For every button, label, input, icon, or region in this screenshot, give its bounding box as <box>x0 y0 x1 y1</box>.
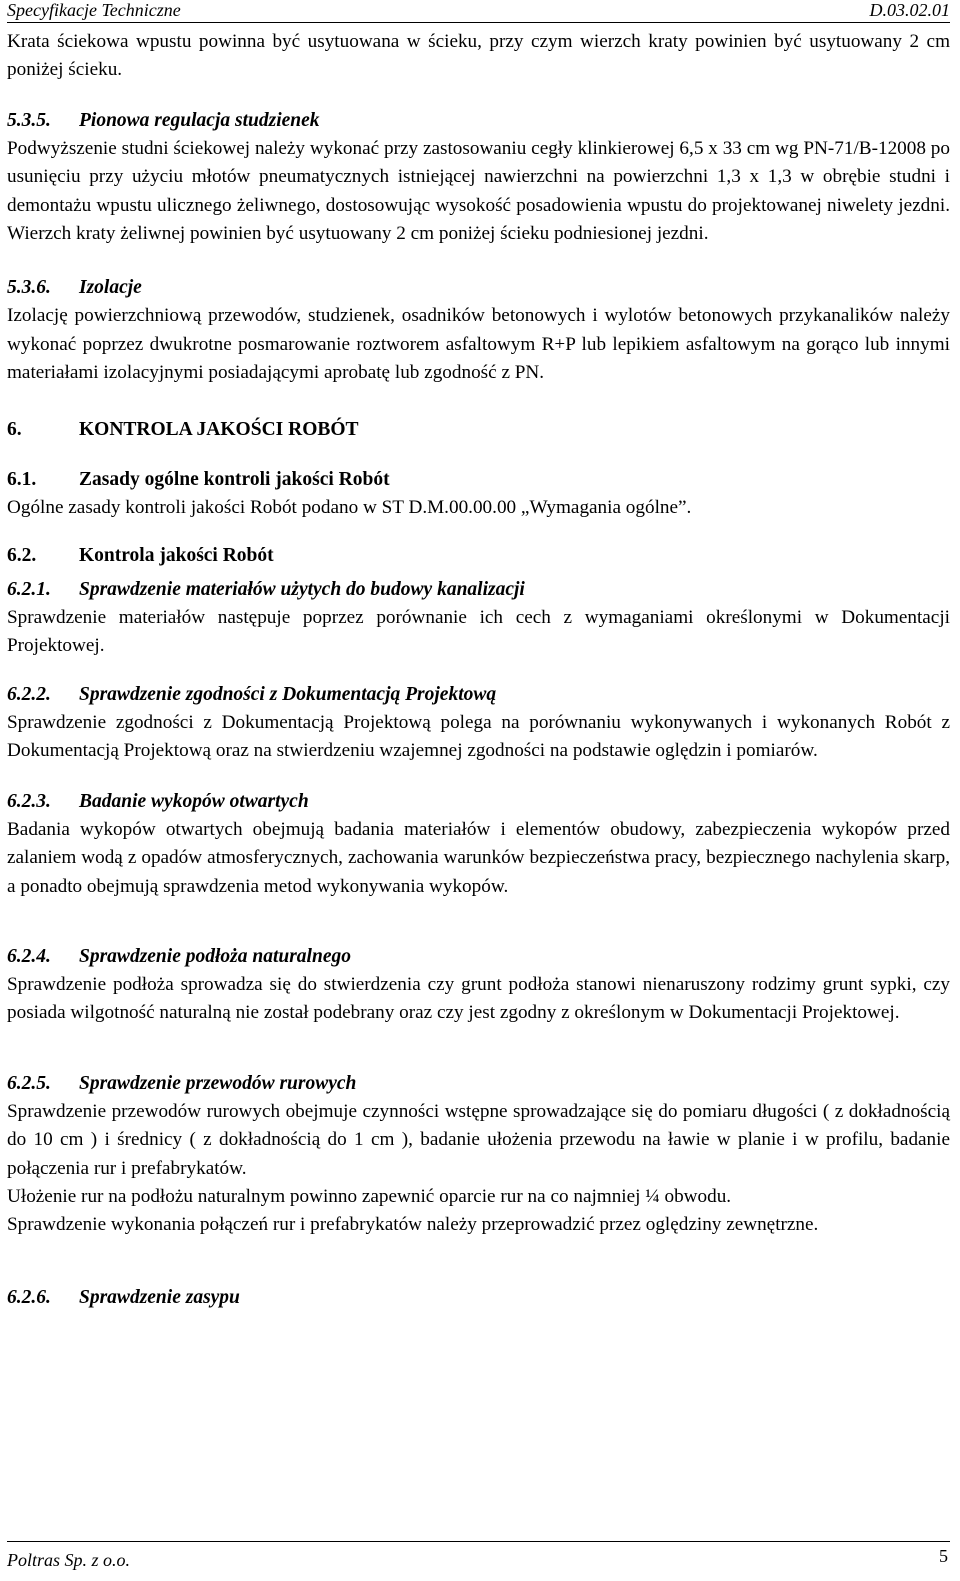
section-number: 6.2.4. <box>7 945 51 967</box>
section-number: 6. <box>7 418 22 440</box>
section-title: KONTROLA JAKOŚCI ROBÓT <box>79 418 359 440</box>
section-number: 5.3.5. <box>7 109 51 131</box>
paragraph: Sprawdzenie wykonania połączeń rur i prefabrykatów należy przeprowadzić przez oględziny zewnętrzne. <box>7 1214 819 1236</box>
section-heading <box>7 788 950 816</box>
section-heading <box>7 576 950 604</box>
section-number: 6.2.5. <box>7 1072 51 1094</box>
paragraph: Sprawdzenie przewodów rurowych obejmuje czynności wstępne sprowadzające się do pomiaru długości ( z dokładnością do 10 cm ) i średnicy ( z dokładnością do 1 cm ), badanie ułożenia przewodu na ławie w planie i w profilu, badanie połączenia rur i prefabrykatów. <box>7 1100 950 1179</box>
section-heading <box>7 107 950 135</box>
section-number: 5.3.6. <box>7 277 51 299</box>
section-number: 6.2.6. <box>7 1286 51 1308</box>
page-number: 5 <box>939 1546 948 1566</box>
section-title: Pionowa regulacja studzienek <box>79 109 320 131</box>
paragraph: Sprawdzenie materiałów następuje poprzez porównanie ich cech z wymaganiami określonymi w Dokumentacji Projektowej. <box>7 607 950 657</box>
document-body <box>7 28 950 1312</box>
section-number: 6.2.2. <box>7 683 51 705</box>
header-doc-code: D.03.02.01 <box>869 0 950 20</box>
section-title: Izolacje <box>79 277 142 299</box>
paragraph: Sprawdzenie podłoża sprowadza się do stwierdzenia czy grunt podłoża stanowi nienaruszony rodzimy grunt sypki, czy posiada wilgotność naturalną nie został podebrany oraz czy jest zgodny z określonym w Dokumentacji Projektowej. <box>7 973 950 1024</box>
page-header <box>7 0 950 23</box>
section-number: 6.2. <box>7 545 37 567</box>
header-spec-title: Specyfikacje Techniczne <box>7 0 181 20</box>
paragraph: Krata ściekowa wpustu powinna być usytuowana w ścieku, przy czym wierzch kraty powinien być usytuowany 2 cm poniżej ścieku. <box>7 31 950 81</box>
section-number: 6.2.3. <box>7 790 51 812</box>
section-title: Sprawdzenie podłoża naturalnego <box>79 945 351 967</box>
section-number: 6.2.1. <box>7 579 51 601</box>
section-title: Kontrola jakości Robót <box>79 545 274 567</box>
section-heading <box>7 274 950 302</box>
section-title: Zasady ogólne kontroli jakości Robót <box>79 468 390 490</box>
section-heading <box>7 943 950 971</box>
page-footer <box>7 1541 950 1581</box>
section-heading <box>7 1070 950 1098</box>
paragraph: Sprawdzenie zgodności z Dokumentacją Projektową polega na porównaniu wykonywanych i wykonanych Robót z Dokumentacją Projektową oraz na stwierdzeniu wzajemnej zgodności na podstawie oględzin i pomiarów. <box>7 711 950 762</box>
paragraph: Ułożenie rur na podłożu naturalnym powinno zapewnić oparcie rur na co najmniej ¼ obwodu. <box>7 1185 732 1207</box>
section-heading <box>7 542 950 570</box>
paragraph: Podwyższenie studni ściekowej należy wykonać przy zastosowaniu cegły klinkierowej 6,5 x 33 cm wg PN-71/B-12008 po usunięciu przy użyciu młotów pneumatycznych istniejącej nawierzchni na powierzchni 1,3 x 1,3 w obrębie studni i demontażu wpustu ulicznego żeliwnego, dostosowując wysokość posadowienia wpustu do projektowanej niwelety jezdni. Wierzch kraty żeliwnej powinien być usytuowany 2 cm poniżej ścieku podniesionej jezdni. <box>7 137 950 245</box>
section-heading <box>7 466 950 494</box>
section-title: Sprawdzenie przewodów rurowych <box>79 1072 357 1094</box>
paragraph: Izolację powierzchniową przewodów, studzienek, osadników betonowych i wylotów betonowych przykanalików należy wykonać poprzez dwukrotne posmarowanie roztworem asfaltowym R+P lub lepikiem asfaltowym na gorąco lub innymi materiałami izolacyjnymi posiadającymi aprobatę lub zgodność z PN. <box>7 305 950 384</box>
section-title: Sprawdzenie materiałów użytych do budowy kanalizacji <box>79 579 525 601</box>
section-title: Badanie wykopów otwartych <box>79 790 309 812</box>
section-title: Sprawdzenie zgodności z Dokumentacją Projektową <box>79 683 497 705</box>
footer-company: Poltras Sp. z o.o. <box>7 1550 131 1570</box>
section-heading <box>7 416 950 444</box>
section-heading <box>7 1284 950 1312</box>
section-number: 6.1. <box>7 468 37 490</box>
paragraph: Badania wykopów otwartych obejmują badania materiałów i elementów obudowy, zabezpieczenia wykopów przed zalaniem wodą z opadów atmosferycznych, zachowania warunków bezpieczeństwa pracy, bezpiecznego nachylenia skarp, a ponadto obejmują sprawdzenia metod wykonywania wykopów. <box>7 818 950 897</box>
section-heading <box>7 681 950 709</box>
section-title: Sprawdzenie zasypu <box>79 1286 240 1308</box>
paragraph: Ogólne zasady kontroli jakości Robót podano w ST D.M.00.00.00 „Wymagania ogólne”. <box>7 496 692 518</box>
